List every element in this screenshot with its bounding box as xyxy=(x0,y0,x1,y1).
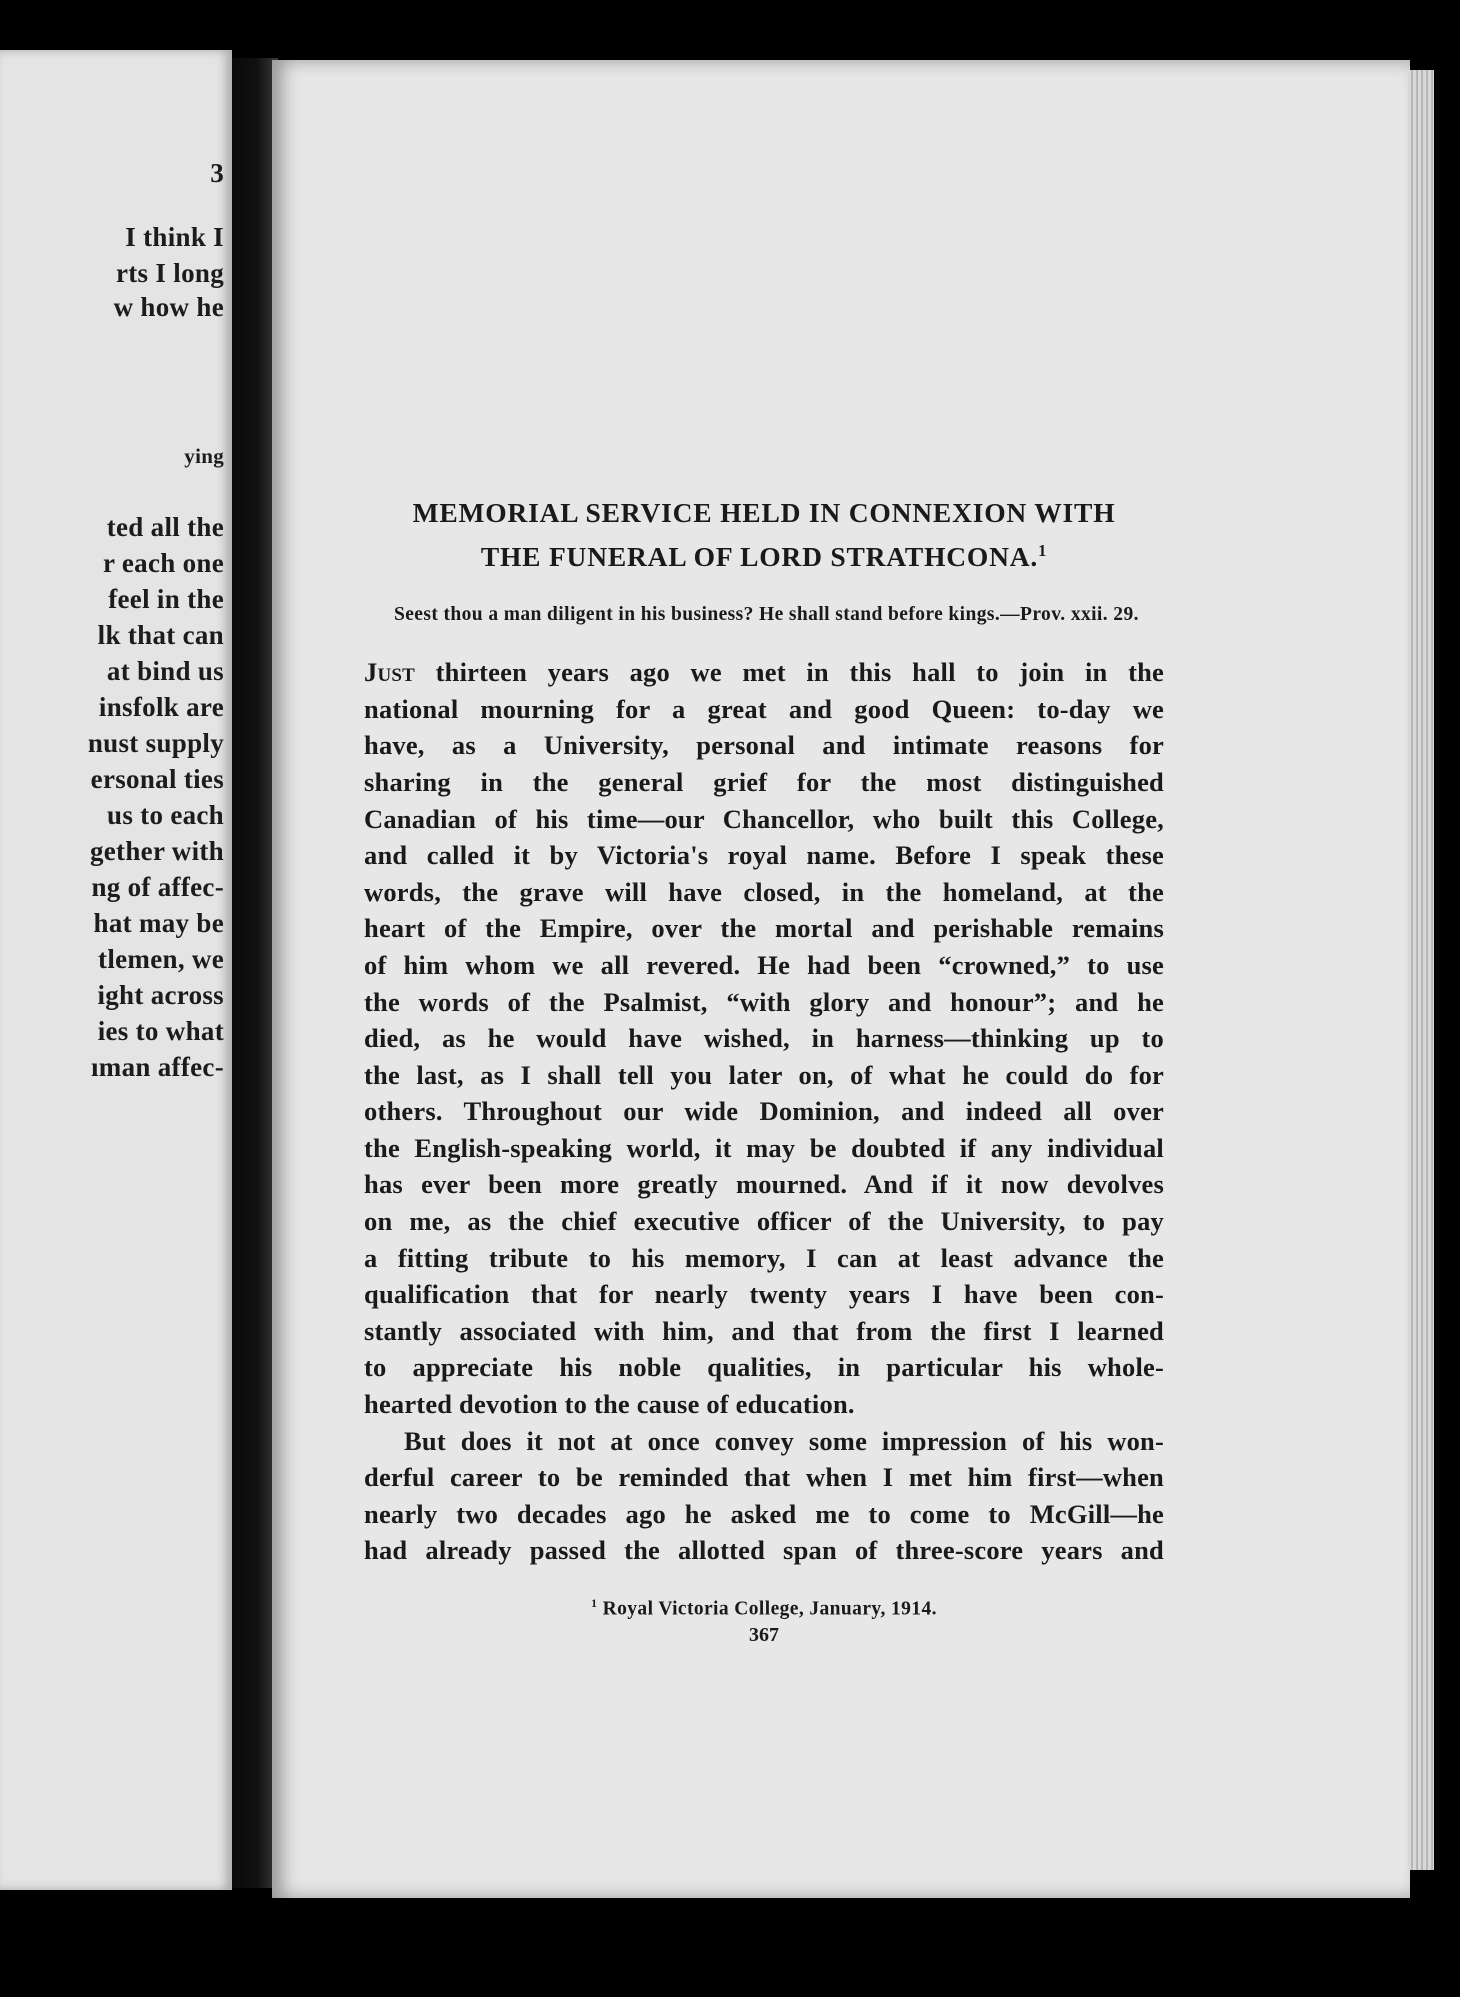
left-page-line: I think I xyxy=(125,222,224,252)
body-line: have, as a University, personal and intimate reasons for xyxy=(364,730,1164,761)
left-page-line: rts I long xyxy=(115,258,224,288)
footnote-marker: 1 xyxy=(591,1597,598,1610)
body-line xyxy=(364,654,1164,691)
left-page-line: hat may be xyxy=(93,908,224,938)
body-line: the English-speaking world, it may be doubted if any individual xyxy=(364,1132,1164,1163)
body-line: the last, as I shall tell you later on, of what he could do for xyxy=(364,1059,1164,1090)
left-page-line: lk that can xyxy=(97,620,224,650)
left-page-line: 3 xyxy=(210,158,224,188)
page-edge xyxy=(1408,70,1434,1870)
left-page-line: insfolk are xyxy=(98,692,224,722)
title-line-1: MEMORIAL SERVICE HELD IN CONNEXION WITH xyxy=(412,497,1116,528)
left-page-line: at bind us xyxy=(106,656,224,686)
body-text xyxy=(364,654,1164,1569)
body-line: to appreciate his noble qualities, in particular his whole- xyxy=(364,1352,1164,1383)
body-line: nearly two decades ago he asked me to come to McGill—he xyxy=(364,1498,1164,1529)
body-line: died, as he would have wished, in harness—thinking up to xyxy=(364,1023,1164,1054)
body-line: of him whom we all revered. He had been “crowned,” to use xyxy=(364,949,1164,980)
title-line-2-text: THE FUNERAL OF LORD STRATHCONA. xyxy=(480,541,1039,573)
footnote-text: Royal Victoria College, January, 1914. xyxy=(597,1598,937,1620)
body-line: on me, as the chief executive officer of the University, to pay xyxy=(364,1206,1164,1237)
left-page-line: us to each xyxy=(107,800,224,830)
body-line: qualification that for nearly twenty years I have been con- xyxy=(364,1279,1164,1310)
left-page-line: tlemen, we xyxy=(98,944,224,974)
body-line-text: thirteen years ago we met in this hall to join in the xyxy=(415,657,1164,688)
body-line: national mourning for a great and good Queen: to-day we xyxy=(364,693,1164,724)
body-line: has ever been more greatly mourned. And if it now devolves xyxy=(364,1169,1164,1200)
left-page-line: ng of affec- xyxy=(91,872,224,902)
left-page-line: w how he xyxy=(113,292,224,322)
left-page-line: ying xyxy=(184,444,224,468)
left-page-line: ted all the xyxy=(106,512,224,542)
left-page-line: nust supply xyxy=(87,728,224,758)
body-line: a fitting tribute to his memory, I can at least advance the xyxy=(364,1242,1164,1273)
body-line: Canadian of his time—our Chancellor, who built this College, xyxy=(364,803,1164,834)
left-page-line: ıman affec- xyxy=(90,1052,224,1082)
left-page-line: feel in the xyxy=(108,584,224,614)
body-line: heart of the Empire, over the mortal and perishable remains xyxy=(364,913,1164,944)
left-page-fragment xyxy=(0,50,232,1890)
left-page-line: gether with xyxy=(89,836,224,866)
page-content xyxy=(364,494,1164,1647)
body-line: hearted devotion to the cause of education. xyxy=(364,1389,855,1420)
body-line: and called it by Victoria's royal name. Before I speak these xyxy=(364,840,1164,871)
body-line: derful career to be reminded that when I met him first—when xyxy=(364,1462,1164,1493)
body-line: the words of the Psalmist, “with glory and honour”; and he xyxy=(364,986,1164,1017)
body-line: sharing in the general grief for the most distinguished xyxy=(364,766,1164,797)
title-footnote-marker: 1 xyxy=(1038,541,1048,560)
left-page-line: r each one xyxy=(103,548,224,578)
epigraph: Seest thou a man diligent in his business? He shall stand before kings.—Prov. xxii. 29. xyxy=(394,604,1139,626)
body-line: words, the grave will have closed, in the homeland, at the xyxy=(364,876,1164,907)
title-line-2 xyxy=(364,532,1164,576)
left-page-line: ersonal ties xyxy=(90,764,224,794)
left-page-line: ight across xyxy=(97,980,224,1010)
body-line: had already passed the allotted span of three-score years and xyxy=(364,1535,1164,1566)
body-line: others. Throughout our wide Dominion, and indeed all over xyxy=(364,1096,1164,1127)
body-line: stantly associated with him, and that from the first I learned xyxy=(364,1315,1164,1346)
page-number: 367 xyxy=(749,1623,779,1646)
drop-word: Just xyxy=(364,657,416,688)
article-title xyxy=(364,494,1164,576)
body-line: But does it not at once convey some impression of his won- xyxy=(404,1425,1164,1456)
left-page-line: ies to what xyxy=(97,1016,224,1046)
footnote xyxy=(364,1591,1164,1623)
